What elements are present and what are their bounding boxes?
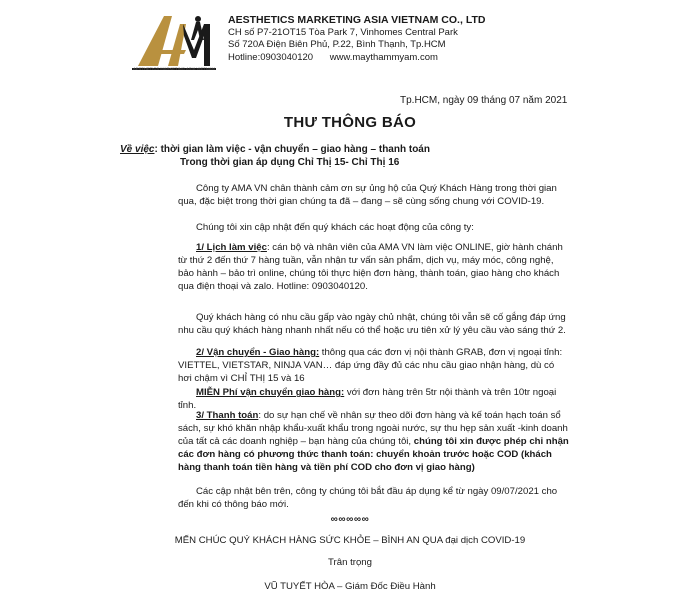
company-info (228, 14, 648, 64)
section-payment (178, 409, 570, 474)
payment-bold-text: chúng tôi xin được phép chỉ nhận các đơn hàng có phương thức thanh toán: chuyển khoản trước hoặc COD (khách hàng thanh toán tiền hàng và tiền phí COD cho đơn vị giao hàng) (178, 436, 569, 473)
wish-line: MẾN CHÚC QUÝ KHÁCH HÀNG SỨC KHỎE – BÌNH AN QUA đại dịch COVID-19 (174, 535, 526, 546)
sunday-paragraph (178, 311, 570, 337)
company-logo (128, 10, 220, 72)
subject-label: Về việc (120, 144, 155, 155)
company-name: AESTHETICS MARKETING ASIA VIETNAM CO., LTD (228, 14, 486, 26)
company-address-line-1: CH số P7-21OT15 Tòa Park 7, Vinhomes Central Park (228, 26, 458, 38)
shipping-heading: 2/ Vận chuyển - Giao hàng: (196, 347, 320, 358)
free-shipping-text: với đơn hàng trên 5tr nội thành và trên 10tr ngoại tỉnh. (178, 387, 557, 411)
section-shipping (178, 346, 570, 385)
subject-line-1 (120, 143, 600, 156)
section-schedule (178, 241, 570, 293)
payment-text: : do sự hạn chế về nhân sự theo dõi đơn hàng và kế toán hạch toán sổ sách, sự khó khăn nhập khẩu-xuất khẩu trong ngoài nước, sự thu hẹp sản xuất -kinh doanh của tất cả các doanh nghiệp – bạn hàng của chúng tôi, (178, 410, 568, 447)
closing-paragraph (178, 485, 570, 511)
subject-block (120, 143, 600, 169)
company-website: www.maythammyam.com (329, 51, 438, 63)
schedule-text: : cán bộ và nhân viên của AMA VN làm việc ONLINE, giờ hành chánh từ thứ 2 đến thứ 7 hàng tuần, vẫn nhận tư vấn sản phẩm, dịch vụ, máy móc, công nghệ, bảo hành – bảo trì online, chúng tôi thực hiện đơn hàng, thành toán, giao hàng cho khách qua điện thoại và zalo. Hotline: 0903040120. (178, 242, 563, 292)
company-address-line-2: Số 720A Điện Biên Phủ, P.22, Bình Thạnh, Tp.HCM (228, 39, 446, 50)
date-line: Tp.HCM, ngày 09 tháng 07 năm 2021 (400, 95, 568, 106)
intro-text: Công ty AMA VN chân thành cảm ơn sự ủng hộ của Quý Khách Hàng trong thời gian qua, đặc biệt trong thời gian chúng ta đã – đang – sẽ cùng sống chung với COVID-19. (178, 183, 557, 207)
payment-heading: 3/ Thanh toán (196, 410, 259, 421)
closing-text: Các cập nhật bên trên, công ty chúng tôi bắt đầu áp dụng kể từ ngày 09/07/2021 cho đến khi có thông báo mới. (178, 486, 558, 510)
free-shipping-heading: MIỄN Phí vận chuyển giao hàng: (196, 387, 345, 398)
signer-line: VŨ TUYẾT HÒA – Giám Đốc Điều Hành (264, 581, 436, 592)
subject-text: : thời gian làm việc - vận chuyển – giao hàng – thanh toán (154, 144, 430, 155)
logo-caption: AESTHETICS MARKETING ASIA VIETNAM (133, 66, 215, 71)
decorative-separator: ∞∞∞∞∞ (330, 514, 370, 525)
document-title: THƯ THÔNG BÁO (283, 114, 417, 131)
shipping-text: thông qua các đơn vị nội thành GRAB, đơn vị ngoại tỉnh: VIETTEL, VIETSTAR, NINJA VAN… đáp ứng đầy đủ các nhu cầu giao nhận hàng, dù có hơi chậm vì CHỈ THỊ 15 và 16 (178, 347, 563, 384)
update-text: Chúng tôi xin cập nhật đến quý khách các hoạt động của công ty: (196, 222, 474, 233)
subject-line-2: Trong thời gian áp dụng Chỉ Thị 15- Chỉ Thị 16 (180, 157, 400, 168)
regards-line: Trân trọng (328, 557, 372, 568)
update-paragraph (178, 221, 570, 234)
company-contact (228, 52, 648, 65)
intro-paragraph (178, 182, 570, 208)
schedule-heading: 1/ Lịch làm việc (196, 242, 267, 253)
company-hotline: Hotline:0903040120 (228, 51, 314, 63)
sunday-text: Quý khách hàng có nhu cầu gấp vào ngày chủ nhật, chúng tôi vẫn sẽ cố gắng đáp ứng nhu cầu quý khách hàng nhanh nhất nếu có thể hoặc ưu tiên xử lý yêu cầu vào sáng thứ 2. (178, 312, 566, 336)
